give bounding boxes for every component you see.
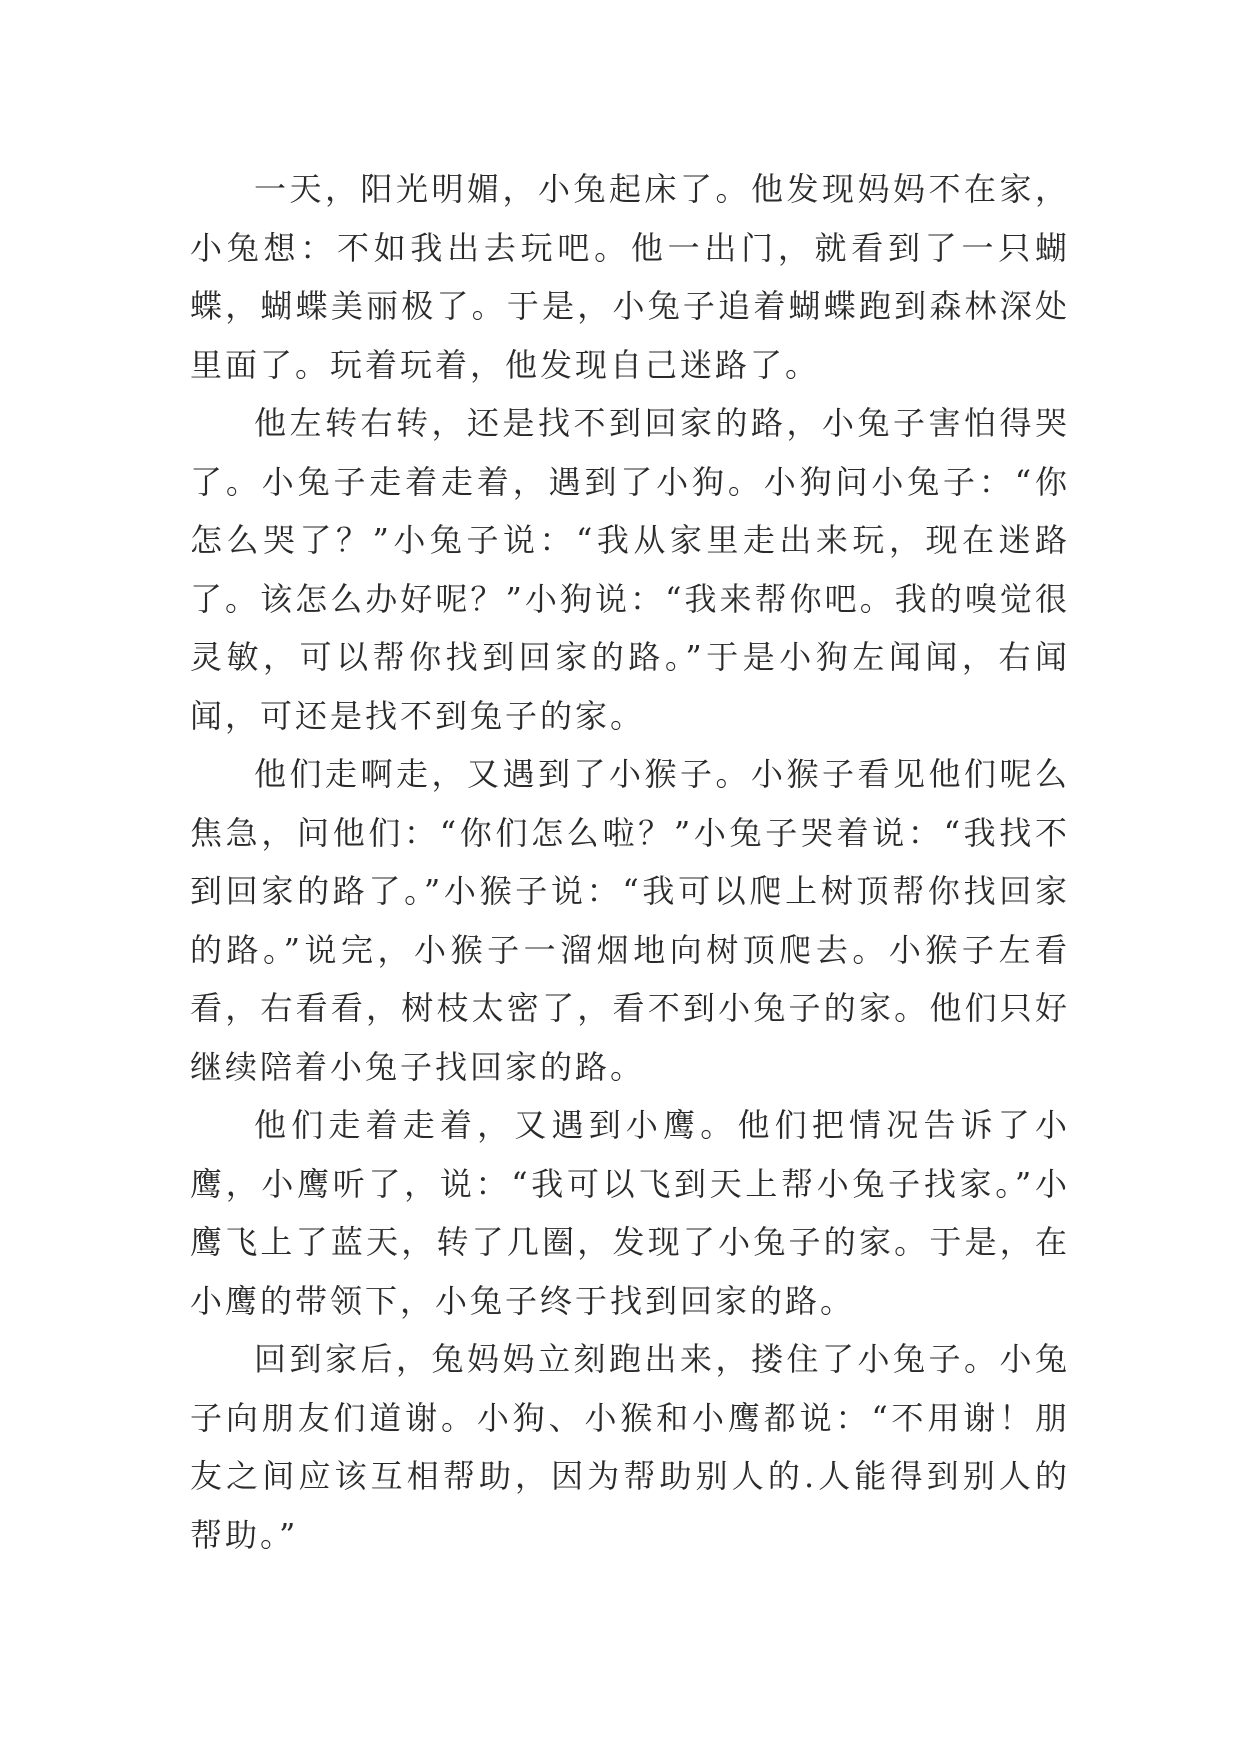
paragraph-5: 回到家后，兔妈妈立刻跑出来，搂住了小兔子。小兔子向朋友们道谢。小狗、小猴和小鹰都说：“不用谢！朋友之间应该互相帮助，因为帮助别人的.人能得到别人的帮助。” (190, 1340, 1070, 1554)
paragraph-2: 他左转右转，还是找不到回家的路，小兔子害怕得哭了。小兔子走着走着，遇到了小狗。小狗问小兔子：“你怎么哭了？”小兔子说：“我从家里走出来玩，现在迷路了。该怎么办好呢？”小狗说：“我来帮你吧。我的嗅觉很灵敏，可以帮你找到回家的路。”于是小狗左闻闻，右闻闻，可还是找不到兔子的家。 (190, 404, 1070, 735)
paragraph-4: 他们走着走着，又遇到小鹰。他们把情况告诉了小鹰，小鹰听了，说：“我可以飞到天上帮小兔子找家。”小鹰飞上了蓝天，转了几圈，发现了小兔子的家。于是，在小鹰的带领下，小兔子终于找到回家的路。 (190, 1106, 1070, 1320)
paragraph-3: 他们走啊走，又遇到了小猴子。小猴子看见他们呢么焦急，问他们：“你们怎么啦？”小兔子哭着说：“我找不到回家的路了。”小猴子说：“我可以爬上树顶帮你找回家的路。”说完，小猴子一溜烟地向树顶爬去。小猴子左看看，右看看，树枝太密了，看不到小兔子的家。他们只好继续陪着小兔子找回家的路。 (190, 755, 1070, 1086)
paragraph-1: 一天，阳光明媚，小兔起床了。他发现妈妈不在家，小兔想：不如我出去玩吧。他一出门，就看到了一只蝴蝶，蝴蝶美丽极了。于是，小兔子追着蝴蝶跑到森林深处里面了。玩着玩着，他发现自己迷路了。 (190, 170, 1070, 384)
story-text (190, 160, 1070, 1564)
